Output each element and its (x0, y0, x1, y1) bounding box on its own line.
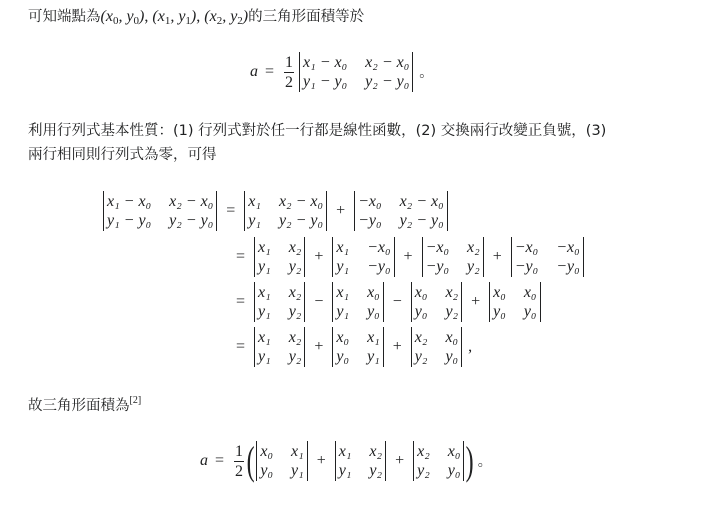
minus-sign: − (392, 293, 402, 310)
intro-suffix: 的三角形面積等於 (248, 9, 365, 25)
conclusion-text: 故三角形面積為 (28, 398, 130, 414)
determinant: x₁ − x₀ x₂ − x₀ y₁ − y₀ y₂ − y₀ (103, 191, 217, 231)
determinant: x₁ x₂ y₁ y₂ (254, 237, 305, 277)
determinant: x₁ x₂ y₁ y₂ (254, 327, 305, 367)
determinant: x₀ x₀ y₀ y₀ (489, 282, 540, 322)
determinant: x₁ x₀ y₁ y₀ (332, 282, 383, 322)
fraction-half: $\frac{1}{2}$ (235, 442, 244, 480)
conclusion-paragraph (28, 394, 141, 418)
point-0: ($x_0$, $y_0$) (100, 8, 145, 27)
determinant: x₀ x₁ y₀ y₁ (332, 327, 383, 367)
plus-sign: + (316, 452, 326, 469)
determinant: x₁ x₂ y₁ y₂ (254, 282, 305, 322)
derivation-line-1 (101, 191, 450, 231)
equals-sign: = (236, 338, 246, 355)
intro-paragraph: 可知端點為($x_0$, $y_0$), ($x_1$, $y_1$), ($x_2$, $y_2$)的三角形面積等於 (28, 8, 365, 27)
determinant: x₁ −x₀ y₁ −y₀ (332, 237, 394, 277)
plus-sign: + (403, 248, 413, 265)
equals-sign: = (226, 202, 236, 219)
plus-sign: + (314, 338, 324, 355)
determinant: x₀ x₁ y₀ y₁ (256, 441, 307, 481)
equals-sign: = (215, 452, 225, 469)
open-paren: ( (246, 438, 255, 483)
area-formula (250, 52, 433, 92)
properties-paragraph (28, 119, 606, 167)
var-a: a (200, 452, 208, 469)
final-area-formula (200, 438, 492, 483)
properties-line-1: 利用行列式基本性質：(1) 行列式對於任一行都是線性函數，(2) 交換兩行改變正負號，(3) (28, 123, 607, 139)
determinant: −x₀ x₂ − x₀ −y₀ y₂ − y₀ (354, 191, 448, 231)
plus-sign: + (471, 293, 481, 310)
derivation-line-4 (229, 327, 472, 367)
intro-prefix: 可知端點為 (28, 9, 101, 25)
plus-sign: + (395, 452, 405, 469)
determinant: x₁ x₂ − x₀ y₁ y₂ − y₀ (244, 191, 327, 231)
minus-sign: − (314, 293, 324, 310)
reference-link[interactable]: [2] (129, 395, 142, 406)
var-a: a (250, 63, 258, 80)
equals-sign: = (236, 248, 246, 265)
determinant: −x₀ x₂ −y₀ y₂ (422, 237, 484, 277)
derivation-line-2 (229, 237, 586, 277)
determinant: x₂ x₀ y₂ y₀ (411, 327, 462, 367)
properties-line-2: 兩行相同則行列式為零，可得 (28, 147, 217, 163)
plus-sign: + (392, 338, 402, 355)
point-1: ($x_1$, $y_1$) (152, 8, 197, 27)
plus-sign: + (314, 248, 324, 265)
period: 。 (419, 65, 434, 81)
period: 。 (477, 454, 492, 470)
determinant: x₁ − x₀ x₂ − x₀ y₁ − y₀ y₂ − y₀ (299, 52, 413, 92)
determinant: x₀ x₂ y₀ y₂ (411, 282, 462, 322)
point-2: ($x_2$, $y_2$) (204, 8, 249, 27)
determinant: x₂ x₀ y₂ y₀ (413, 441, 464, 481)
equals-sign: = (265, 63, 275, 80)
equals-sign: = (236, 293, 246, 310)
determinant: x₁ x₂ y₁ y₂ (335, 441, 386, 481)
determinant: −x₀ −x₀ −y₀ −y₀ (511, 237, 584, 277)
comma: , (468, 338, 473, 355)
close-paren: ) (466, 438, 475, 483)
plus-sign: + (336, 202, 346, 219)
derivation-line-3 (229, 282, 543, 322)
fraction-half: $\frac{1}{2}$ (285, 53, 294, 91)
plus-sign: + (492, 248, 502, 265)
